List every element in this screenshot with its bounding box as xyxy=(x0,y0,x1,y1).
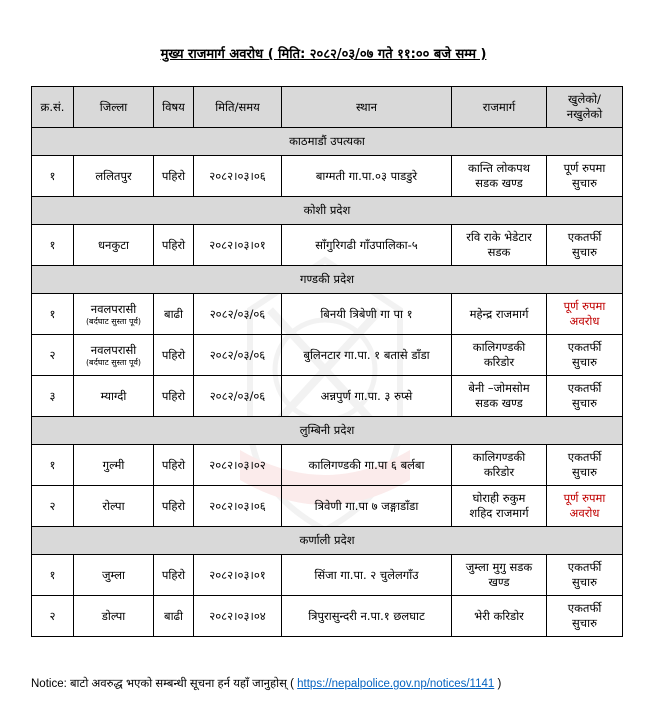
location-text: सिंजा गा.पा. २ चुलेलगाँउ xyxy=(314,567,419,582)
sn-text: १ xyxy=(49,237,56,252)
cell-highway xyxy=(452,335,547,376)
cell-location xyxy=(282,555,452,596)
status-line2: सुचारु xyxy=(572,465,597,479)
table-row xyxy=(32,294,623,335)
cell-district xyxy=(74,596,154,637)
cell-location xyxy=(282,445,452,486)
cell-location xyxy=(282,596,452,637)
subject-text: पहिरो xyxy=(161,457,186,472)
district-subtext: (बर्दघाट सुस्ता पूर्व) xyxy=(85,357,142,367)
header-status-line1: खुलेको/ xyxy=(568,92,601,106)
district-subtext: (बर्दघाट सुस्ता पूर्व) xyxy=(85,316,142,326)
status-line1: एकतर्फी xyxy=(567,230,602,244)
cell-date xyxy=(194,486,282,527)
location-text: साँगुरिगढी गाँउपालिका-५ xyxy=(315,237,418,252)
status-line2: अवरोध xyxy=(569,314,600,328)
date-text: २०८२।०३।०२ xyxy=(209,457,266,472)
sn-text: २ xyxy=(49,347,56,362)
cell-sn xyxy=(32,294,74,335)
cell-sn xyxy=(32,335,74,376)
district-text: म्याग्दी xyxy=(100,388,127,403)
cell-status xyxy=(547,445,623,486)
status-line2: अवरोध xyxy=(569,506,600,520)
cell-date xyxy=(194,376,282,417)
highway-line1: जुम्ला मुगु सडक xyxy=(465,560,533,574)
sn-text: ३ xyxy=(49,388,56,403)
subject-text: पहिरो xyxy=(161,237,186,252)
location-text: बिनयी त्रिबेणी गा पा १ xyxy=(320,306,413,321)
region-name: कोशी प्रदेश xyxy=(32,197,623,225)
cell-district xyxy=(74,486,154,527)
highway-line1: भेरी करिडोर xyxy=(474,608,524,623)
header-highway: राजमार्ग xyxy=(452,87,547,128)
subject-text: पहिरो xyxy=(161,347,186,362)
cell-sn xyxy=(32,445,74,486)
location-text: त्रिवेणी गा.पा ७ जङ्गाडाँडा xyxy=(314,498,419,513)
status-line2: सुचारु xyxy=(572,355,597,369)
status-line1: एकतर्फी xyxy=(567,381,602,395)
cell-date xyxy=(194,335,282,376)
cell-date xyxy=(194,555,282,596)
district-text: जुम्ला xyxy=(101,567,126,582)
date-text: २०८२।०३।०६ xyxy=(209,168,266,183)
cell-status xyxy=(547,555,623,596)
highway-line1: महेन्द्र राजमार्ग xyxy=(469,306,529,321)
cell-highway xyxy=(452,156,547,197)
region-name: काठमाडौं उपत्यका xyxy=(32,128,623,156)
notice xyxy=(31,676,501,691)
cell-subject xyxy=(154,156,194,197)
cell-status xyxy=(547,294,623,335)
location-text: त्रिपुरासुन्दरी न.पा.१ छलघाट xyxy=(308,608,425,623)
date-text: २०८२/०३/०६ xyxy=(209,347,266,362)
cell-status xyxy=(547,596,623,637)
table-row xyxy=(32,156,623,197)
highway-blockage-table xyxy=(31,86,623,637)
district-text: गुल्मी xyxy=(102,457,125,472)
highway-line1: बेनी –जोमसोम xyxy=(468,381,530,395)
cell-sn xyxy=(32,225,74,266)
date-text: २०८२/०३/०६ xyxy=(209,306,266,321)
cell-highway xyxy=(452,596,547,637)
highway-line2: शहिद राजमार्ग xyxy=(469,506,529,520)
cell-location xyxy=(282,294,452,335)
location-text: बाग्मती गा.पा.०३ पाडडुरे xyxy=(315,168,418,183)
region-name: कर्णाली प्रदेश xyxy=(32,527,623,555)
cell-district xyxy=(74,555,154,596)
status-line2: सुचारु xyxy=(572,245,597,259)
page-title: मुख्य राजमार्ग अवरोध ( मिति: २०८२/०३/०७ गते ११:०० बजे सम्म ) xyxy=(160,47,487,62)
table-row xyxy=(32,486,623,527)
subject-text: बाढी xyxy=(164,306,183,321)
highway-line1: कालिगण्डकी xyxy=(472,340,526,354)
cell-date xyxy=(194,225,282,266)
cell-date xyxy=(194,445,282,486)
table-header-row xyxy=(32,87,623,128)
cell-subject xyxy=(154,376,194,417)
cell-location xyxy=(282,156,452,197)
cell-status xyxy=(547,335,623,376)
cell-district xyxy=(74,445,154,486)
header-district: जिल्ला xyxy=(74,87,154,128)
cell-highway xyxy=(452,225,547,266)
cell-district xyxy=(74,335,154,376)
table-row xyxy=(32,445,623,486)
table-row xyxy=(32,225,623,266)
header-datetime: मिति/समय xyxy=(194,87,282,128)
district-text: धनकुटा xyxy=(97,237,130,252)
cell-location xyxy=(282,376,452,417)
cell-district xyxy=(74,376,154,417)
table-row xyxy=(32,596,623,637)
highway-line2: करिडोर xyxy=(483,465,515,479)
cell-status xyxy=(547,376,623,417)
status-line2: सुचारु xyxy=(572,176,597,190)
header-location: स्थान xyxy=(282,87,452,128)
notice-suffix: ) xyxy=(494,678,502,690)
status-line1: एकतर्फी xyxy=(567,601,602,615)
date-text: २०८२।०३।०१ xyxy=(209,237,266,252)
cell-highway xyxy=(452,486,547,527)
cell-subject xyxy=(154,555,194,596)
status-line2: सुचारु xyxy=(572,575,597,589)
cell-status xyxy=(547,486,623,527)
region-row xyxy=(32,197,623,225)
cell-date xyxy=(194,156,282,197)
cell-location xyxy=(282,225,452,266)
location-text: कालिगण्डकी गा.पा ६ बर्लबा xyxy=(308,457,425,472)
highway-line2: सडक xyxy=(487,245,511,259)
sn-text: १ xyxy=(49,168,56,183)
cell-highway xyxy=(452,555,547,596)
date-text: २०८२।०३।०४ xyxy=(209,608,266,623)
cell-district xyxy=(74,225,154,266)
region-row xyxy=(32,128,623,156)
table-row xyxy=(32,555,623,596)
district-text: ललितपुर xyxy=(95,168,132,183)
status-line1: एकतर्फी xyxy=(567,340,602,354)
date-text: २०८२।०३।०६ xyxy=(209,498,266,513)
subject-text: पहिरो xyxy=(161,567,186,582)
cell-district xyxy=(74,156,154,197)
location-text: बुलिनटार गा.पा. १ बतासे डाँडा xyxy=(303,347,430,362)
highway-line2: करिडोर xyxy=(483,355,515,369)
subject-text: पहिरो xyxy=(161,388,186,403)
subject-text: बाढी xyxy=(164,608,183,623)
cell-highway xyxy=(452,294,547,335)
cell-subject xyxy=(154,596,194,637)
district-text: डोल्पा xyxy=(101,608,126,623)
header-subject: विषय xyxy=(154,87,194,128)
region-row xyxy=(32,266,623,294)
notice-text: Notice: बाटो अवरुद्ध भएको सम्बन्धी सूचना हर्न यहाँ जानुहोस् ( xyxy=(31,678,298,690)
cell-date xyxy=(194,294,282,335)
cell-subject xyxy=(154,294,194,335)
status-line1: पूर्ण रुपमा xyxy=(563,491,606,505)
status-line1: पूर्ण रुपमा xyxy=(563,299,606,313)
region-name: गण्डकी प्रदेश xyxy=(32,266,623,294)
sn-text: १ xyxy=(49,457,56,472)
highway-line2: सडक खण्ड xyxy=(475,396,523,410)
header-status xyxy=(547,87,623,128)
sn-text: २ xyxy=(49,498,56,513)
cell-status xyxy=(547,225,623,266)
cell-sn xyxy=(32,376,74,417)
sn-text: १ xyxy=(49,567,56,582)
region-row xyxy=(32,527,623,555)
cell-sn xyxy=(32,596,74,637)
cell-highway xyxy=(452,445,547,486)
subject-text: पहिरो xyxy=(161,498,186,513)
status-line1: पूर्ण रुपमा xyxy=(563,161,606,175)
region-row xyxy=(32,417,623,445)
date-text: २०८२/०३/०६ xyxy=(209,388,266,403)
highway-line2: खण्ड xyxy=(488,575,510,589)
table-row xyxy=(32,376,623,417)
status-line2: सुचारु xyxy=(572,396,597,410)
district-text: रोल्पा xyxy=(102,498,125,513)
date-text: २०८२।०३।०१ xyxy=(209,567,266,582)
cell-date xyxy=(194,596,282,637)
cell-district xyxy=(74,294,154,335)
cell-location xyxy=(282,486,452,527)
subject-text: पहिरो xyxy=(161,168,186,183)
highway-line1: कालिगण्डकी xyxy=(472,450,526,464)
cell-subject xyxy=(154,225,194,266)
cell-status xyxy=(547,156,623,197)
header-sn: क्र.सं. xyxy=(32,87,74,128)
table-row xyxy=(32,335,623,376)
district-text: नवलपरासी xyxy=(90,301,137,316)
highway-line1: रवि राके भेडेटार xyxy=(466,230,532,244)
cell-subject xyxy=(154,445,194,486)
sn-text: १ xyxy=(49,306,56,321)
district-text: नवलपरासी xyxy=(90,342,137,357)
cell-subject xyxy=(154,486,194,527)
cell-highway xyxy=(452,376,547,417)
sn-text: २ xyxy=(49,608,56,623)
status-line1: एकतर्फी xyxy=(567,450,602,464)
location-text: अन्नपुर्ण गा.पा. ३ रुप्से xyxy=(320,388,413,403)
cell-sn xyxy=(32,555,74,596)
status-line1: एकतर्फी xyxy=(567,560,602,574)
highway-line2: सडक खण्ड xyxy=(475,176,523,190)
cell-sn xyxy=(32,156,74,197)
highway-line1: कान्ति लोकपथ xyxy=(467,161,531,175)
status-line2: सुचारु xyxy=(572,616,597,630)
header-status-line2: नखुलेको xyxy=(566,107,603,121)
cell-location xyxy=(282,335,452,376)
cell-sn xyxy=(32,486,74,527)
notice-link[interactable]: https://nepalpolice.gov.np/notices/1141 xyxy=(297,678,495,690)
cell-subject xyxy=(154,335,194,376)
highway-line1: घोराही रुकुम xyxy=(472,491,526,505)
region-name: लुम्बिनी प्रदेश xyxy=(32,417,623,445)
